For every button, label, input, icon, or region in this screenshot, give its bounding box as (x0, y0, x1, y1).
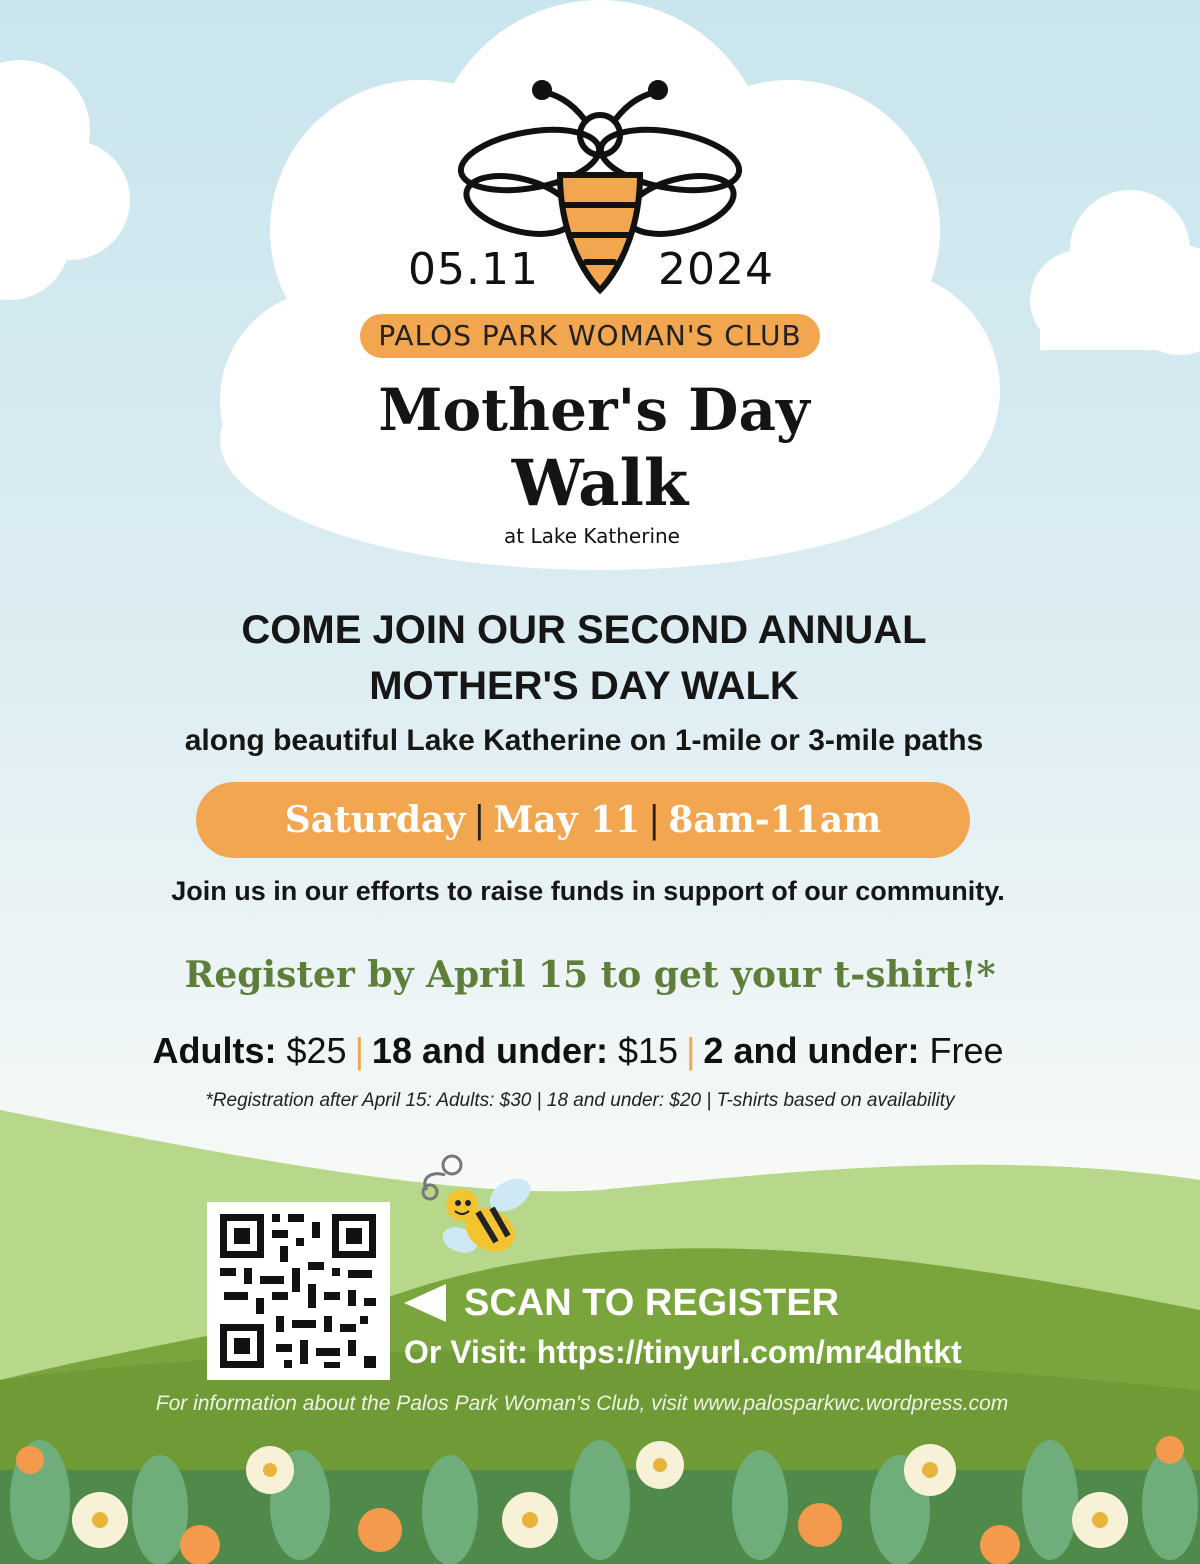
late-registration-note: *Registration after April 15: Adults: $30 | 18 and under: $20 | T-shirts based on availability (205, 1090, 955, 1111)
separator: | (354, 1030, 364, 1071)
event-title-line1: Mother's Day (378, 376, 810, 444)
separator: | (686, 1030, 696, 1071)
cloud-right (1030, 190, 1200, 355)
price-list (0, 1030, 1178, 1072)
schedule-text (196, 782, 970, 858)
cloud-left (0, 60, 130, 300)
schedule-date: May 11 (493, 799, 641, 841)
club-info-line: For information about the Palos Park Woman's Club, visit www.palosparkwc.wordpress.com (155, 1392, 1009, 1415)
date-left: 05.11 (408, 244, 539, 295)
adults-label: Adults: (152, 1030, 277, 1071)
event-location: at Lake Katherine (504, 524, 680, 548)
youth-price: $15 (617, 1030, 679, 1071)
date-year: 2024 (658, 244, 774, 295)
intro-heading-line2: MOTHER'S DAY WALK (369, 664, 799, 708)
intro-heading-line1: COME JOIN OUR SECOND ANNUAL (241, 608, 927, 652)
qr-code-icon (207, 1202, 390, 1380)
tshirt-note: Register by April 15 to get your t-shirt!* (184, 954, 996, 996)
mission-text: Join us in our efforts to raise funds in support of our community. (171, 876, 1005, 906)
youth-label: 18 and under: (371, 1030, 608, 1071)
register-link[interactable]: Or Visit: https://tinyurl.com/mr4dhtkt (404, 1334, 962, 1370)
adults-price: $25 (286, 1030, 347, 1071)
separator: | (648, 800, 661, 841)
toddler-label: 2 and under: (703, 1030, 920, 1071)
scan-to-register[interactable]: SCAN TO REGISTER (464, 1282, 840, 1324)
intro-subheading: along beautiful Lake Katherine on 1-mile or 3-mile paths (184, 724, 984, 757)
separator: | (473, 800, 486, 841)
event-title-line2: Walk (511, 446, 689, 521)
toddler-price: Free (929, 1030, 1004, 1071)
schedule-time: 8am-11am (668, 799, 882, 841)
schedule-day: Saturday (284, 799, 466, 841)
club-name: PALOS PARK WOMAN'S CLUB (378, 319, 802, 352)
